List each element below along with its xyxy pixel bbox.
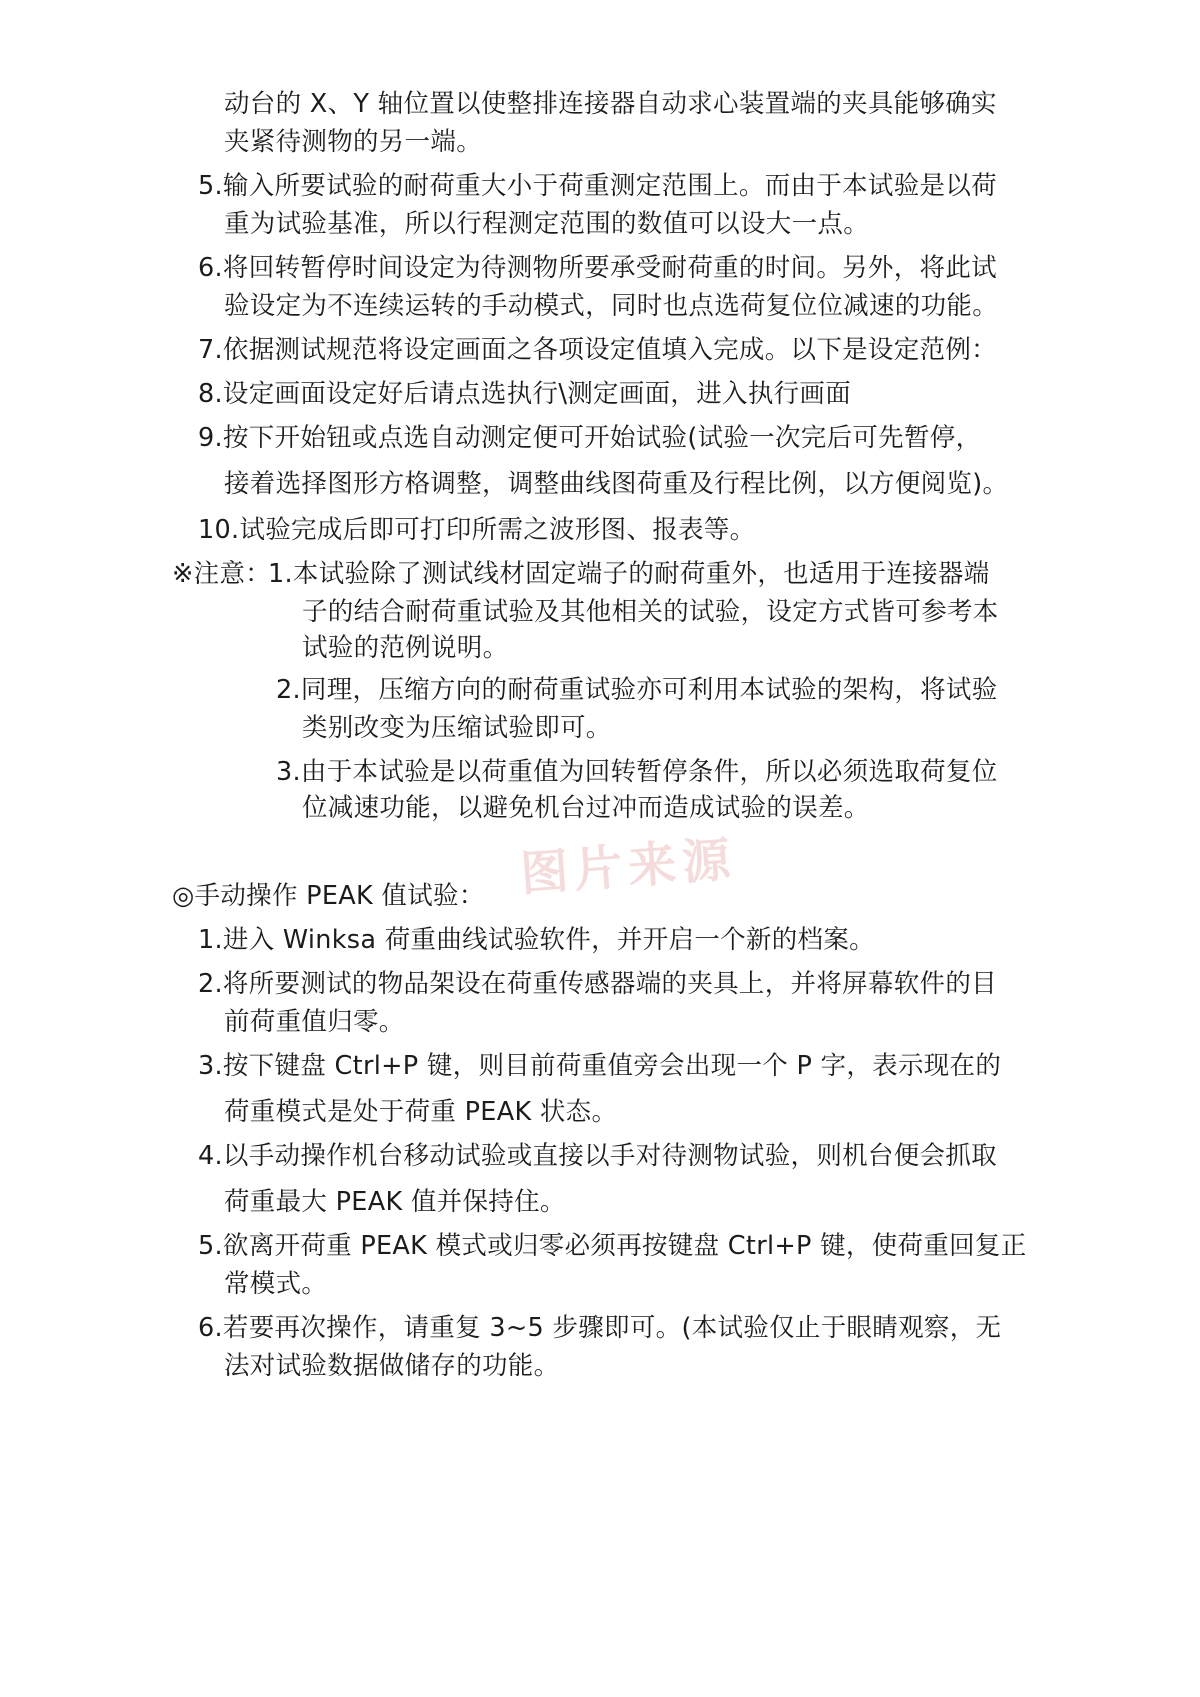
- step-5-line-2: 重为试验基准，所以行程测定范围的数值可以设大一点。: [224, 209, 870, 239]
- continuation-line-1: 动台的 X、Y 轴位置以使整排连接器自动求心装置端的夹具能够确实: [224, 89, 997, 119]
- step-6-line-1: 6.将回转暂停时间设定为待测物所要承受耐荷重的时间。另外，将此试: [198, 253, 997, 283]
- peak-step-4-line-2: 荷重最大 PEAK 值并保持住。: [224, 1187, 566, 1217]
- notes-label: ※注意：: [172, 559, 272, 589]
- step-6-line-2: 验设定为不连续运转的手动模式，同时也点选荷复位位减速的功能。: [224, 291, 999, 321]
- step-7-line-1: 7.依据测试规范将设定画面之各项设定值填入完成。以下是设定范例：: [198, 335, 997, 365]
- note-3-line-2: 位减速功能，以避免机台过冲而造成试验的误差。: [302, 793, 870, 823]
- peak-step-1-line-1: 1.进入 Winksa 荷重曲线试验软件，并开启一个新的档案。: [198, 925, 875, 955]
- peak-step-6-line-1: 6.若要再次操作，请重复 3~5 步骤即可。(本试验仅止于眼睛观察，无: [198, 1313, 1002, 1343]
- peak-step-3-line-2: 荷重模式是处于荷重 PEAK 状态。: [224, 1097, 618, 1127]
- peak-step-2-line-1: 2.将所要测试的物品架设在荷重传感器端的夹具上，并将屏幕软件的目: [198, 969, 997, 999]
- note-2-line-2: 类别改变为压缩试验即可。: [302, 713, 612, 743]
- peak-step-3-line-1: 3.按下键盘 Ctrl+P 键，则目前荷重值旁会出现一个 P 字，表示现在的: [198, 1051, 1002, 1081]
- note-3-line-1: 3.由于本试验是以荷重值为回转暂停条件，所以必须选取荷复位: [276, 757, 998, 787]
- note-1-line-3: 试验的范例说明。: [302, 633, 509, 663]
- peak-step-4-line-1: 4.以手动操作机台移动试验或直接以手对待测物试验，则机台便会抓取: [198, 1141, 997, 1171]
- peak-step-5-line-2: 常模式。: [224, 1269, 328, 1299]
- watermark: 图片来源: [518, 831, 739, 903]
- step-8-line-1: 8.设定画面设定好后请点选执行\测定画面，进入执行画面: [198, 379, 852, 409]
- peak-step-2-line-2: 前荷重值归零。: [224, 1007, 405, 1037]
- step-10-line-1: 10.试验完成后即可打印所需之波形图、报表等。: [198, 515, 756, 545]
- step-9-line-2: 接着选择图形方格调整，调整曲线图荷重及行程比例，以方便阅览)。: [224, 469, 1009, 499]
- peak-step-5-line-1: 5.欲离开荷重 PEAK 模式或归零必须再按键盘 Ctrl+P 键，使荷重回复正: [198, 1231, 1027, 1261]
- step-5-line-1: 5.输入所要试验的耐荷重大小于荷重测定范围上。而由于本试验是以荷: [198, 171, 997, 201]
- section-heading: ◎手动操作 PEAK 值试验：: [172, 881, 485, 911]
- continuation-line-2: 夹紧待测物的另一端。: [224, 127, 483, 157]
- peak-step-6-line-2: 法对试验数据做储存的功能。: [224, 1351, 560, 1381]
- note-1-line-2: 子的结合耐荷重试验及其他相关的试验，设定方式皆可参考本: [302, 597, 999, 627]
- note-2-line-1: 2.同理，压缩方向的耐荷重试验亦可利用本试验的架构，将试验: [276, 675, 998, 705]
- step-9-line-1: 9.按下开始钮或点选自动测定便可开始试验(试验一次完后可先暂停，: [198, 423, 982, 453]
- note-1-line-1: 1.本试验除了测试线材固定端子的耐荷重外，也适用于连接器端: [268, 559, 990, 589]
